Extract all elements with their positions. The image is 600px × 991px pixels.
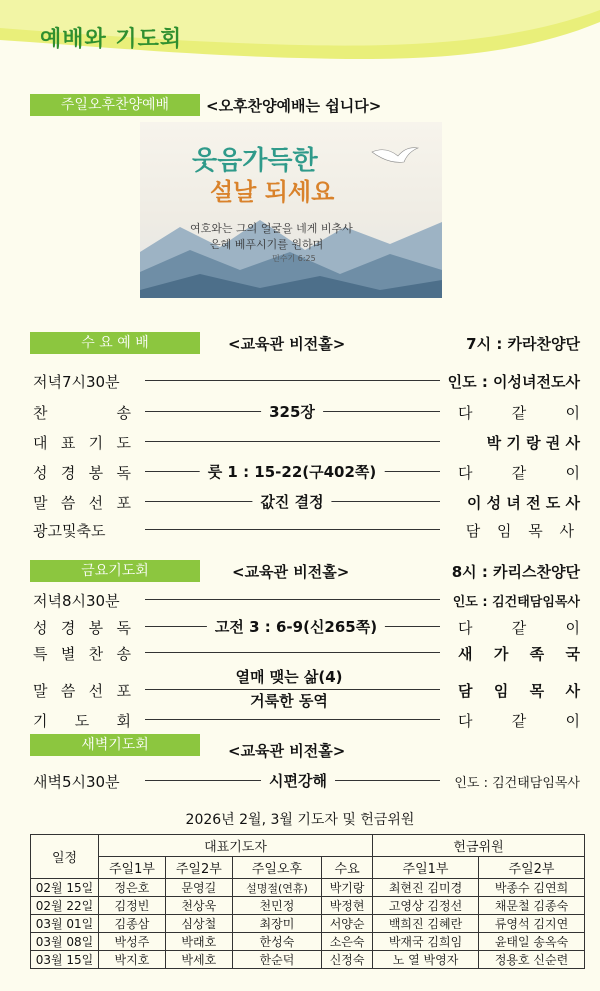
table-cell: 김종삼 — [99, 915, 166, 933]
table-cell: 천상욱 — [165, 897, 232, 915]
friday-place: <교육관 비전홀> — [232, 563, 350, 581]
table-cell: 천민정 — [232, 897, 321, 915]
table-cell: 02월 15일 — [31, 879, 99, 897]
col-header-date: 일정 — [31, 835, 99, 879]
image-verse-1: 여호와는 그의 얼굴을 네게 비추사 — [190, 222, 353, 235]
wed-hymn-by: 다 같 이 — [458, 404, 580, 422]
wed-row-line — [145, 529, 440, 530]
friday-time-choir: 8시 : 카리스찬양단 — [451, 563, 580, 581]
sub-header: 주일오후 — [232, 857, 321, 879]
table-cell: 정용호 신순련 — [479, 951, 585, 969]
fri-scripture: 고전 3 : 6-9(신265쪽) — [207, 616, 385, 637]
table-cell: 정은호 — [99, 879, 166, 897]
table-cell: 박세호 — [165, 951, 232, 969]
table-row — [31, 915, 585, 933]
sub-header: 주일1부 — [373, 857, 479, 879]
dawn-place: <교육관 비전홀> — [228, 742, 346, 760]
section-label-dawn: 새벽기도회 — [30, 734, 200, 756]
fri-prayer-by: 다 같 이 — [458, 712, 580, 730]
table-cell: 한성숙 — [232, 933, 321, 951]
wed-row-line — [145, 441, 440, 442]
dawn-leader: 인도 : 김건태담임목사 — [454, 776, 580, 791]
image-headline-1: 웃음가득한 — [192, 146, 318, 176]
table-cell: 박재국 김희임 — [373, 933, 479, 951]
table-cell: 신정숙 — [322, 951, 373, 969]
wed-row-label-reading: 성 경 봉 독 — [33, 464, 131, 482]
fri-row-label-reading: 성 경 봉 독 — [33, 619, 131, 637]
table-cell: 심상철 — [165, 915, 232, 933]
page-title: 예배와 기도회 — [40, 27, 183, 52]
fri-sermon-subtitle: 거룩한 동역 — [242, 690, 336, 711]
table-row — [31, 933, 585, 951]
wed-preacher: 이 성 녀 전 도 사 — [466, 494, 580, 512]
wed-row-label-sermon: 말 씀 선 포 — [33, 494, 131, 512]
table-row — [31, 951, 585, 969]
wed-benediction-by: 담 임 목 사 — [465, 522, 580, 540]
table-cell: 박기랑 — [322, 879, 373, 897]
table-cell: 박정현 — [322, 897, 373, 915]
dawn-row-label-time: 새벽5시30분 — [33, 773, 120, 791]
table-cell: 서양순 — [322, 915, 373, 933]
fri-row-line — [145, 599, 440, 600]
wed-row-label-prayer: 대 표 기 도 — [33, 434, 131, 452]
table-cell: 최현진 김미경 — [373, 879, 479, 897]
image-verse-2: 은혜 베푸시기를 원하며 — [210, 238, 324, 251]
wednesday-time-choir: 7시 : 카라찬양단 — [466, 335, 580, 353]
table-cell: 박종수 김연희 — [479, 879, 585, 897]
wed-scripture: 룻 1 : 15-22(구402쪽) — [200, 461, 385, 482]
sub-header: 수요 — [322, 857, 373, 879]
wed-row-label-announce: 광고및축도 — [33, 522, 106, 540]
sub-header: 주일2부 — [165, 857, 232, 879]
table-cell: 설명절(연휴) — [232, 879, 321, 897]
wed-hymn-number: 325장 — [261, 401, 323, 422]
table-cell: 최장미 — [232, 915, 321, 933]
duty-table — [30, 834, 585, 969]
fri-row-label-time: 저녁8시30분 — [33, 592, 120, 610]
table-row — [31, 879, 585, 897]
wed-row-label-time: 저녁7시30분 — [33, 373, 120, 391]
fri-special-hymn-by: 새 가 족 국 — [458, 645, 580, 663]
fri-row-label-sermon: 말 씀 선 포 — [33, 682, 131, 700]
table-cell: 문영길 — [165, 879, 232, 897]
section-label-friday: 금요기도회 — [30, 560, 200, 582]
fri-sermon-title: 열매 맺는 삶(4) — [227, 666, 350, 687]
duty-table-title: 2026년 2월, 3월 기도자 및 헌금위원 — [185, 812, 415, 828]
table-cell: 윤태일 송옥숙 — [479, 933, 585, 951]
fri-row-label-prayer: 기 도 회 — [33, 712, 131, 730]
wed-row-label-hymn: 찬 송 — [33, 404, 131, 422]
fri-preacher: 담 임 목 사 — [458, 682, 580, 700]
wed-reading-by: 다 같 이 — [458, 464, 580, 482]
table-cell: 박래호 — [165, 933, 232, 951]
table-cell: 소은숙 — [322, 933, 373, 951]
table-cell: 한순덕 — [232, 951, 321, 969]
table-cell: 고영상 김정선 — [373, 897, 479, 915]
table-cell: 02월 22일 — [31, 897, 99, 915]
fri-row-line — [145, 652, 440, 653]
wednesday-place: <교육관 비전홀> — [228, 335, 346, 353]
col-group-prayer: 대표기도자 — [99, 835, 373, 857]
col-group-offering: 헌금위원 — [373, 835, 585, 857]
image-headline-2: 설날 되세요 — [210, 178, 335, 206]
fri-reading-by: 다 같 이 — [458, 619, 580, 637]
table-cell: 박성주 — [99, 933, 166, 951]
wed-row-line — [145, 380, 440, 381]
fri-leader: 인도 : 김건태담임목사 — [452, 595, 580, 610]
sub-header: 주일1부 — [99, 857, 166, 879]
dawn-topic: 시편강해 — [261, 770, 335, 791]
table-cell: 03월 01일 — [31, 915, 99, 933]
section-label-sunday: 주일오후찬양예배 — [30, 94, 200, 116]
fri-row-label-special-hymn: 특 별 찬 송 — [33, 645, 131, 663]
wed-prayer-person: 박 기 랑 권 사 — [486, 434, 580, 452]
table-cell: 백희진 김혜란 — [373, 915, 479, 933]
table-cell: 박지호 — [99, 951, 166, 969]
table-cell: 03월 08일 — [31, 933, 99, 951]
wed-sermon-title: 값진 결정 — [252, 491, 331, 512]
table-cell: 류영석 김지연 — [479, 915, 585, 933]
table-cell: 노 열 박영자 — [373, 951, 479, 969]
table-cell: 김정빈 — [99, 897, 166, 915]
new-year-greeting-image — [140, 122, 442, 298]
wed-row-leader: 인도 : 이성녀전도사 — [447, 373, 580, 391]
table-row — [31, 897, 585, 915]
sunday-notice: <오후찬양예배는 쉽니다> — [206, 97, 382, 115]
sub-header: 주일2부 — [479, 857, 585, 879]
section-label-wednesday: 수 요 예 배 — [30, 332, 200, 354]
table-cell: 03월 15일 — [31, 951, 99, 969]
image-verse-ref: 민수기 6:25 — [272, 254, 316, 263]
fri-row-line — [145, 719, 440, 720]
table-cell: 채문철 김종숙 — [479, 897, 585, 915]
